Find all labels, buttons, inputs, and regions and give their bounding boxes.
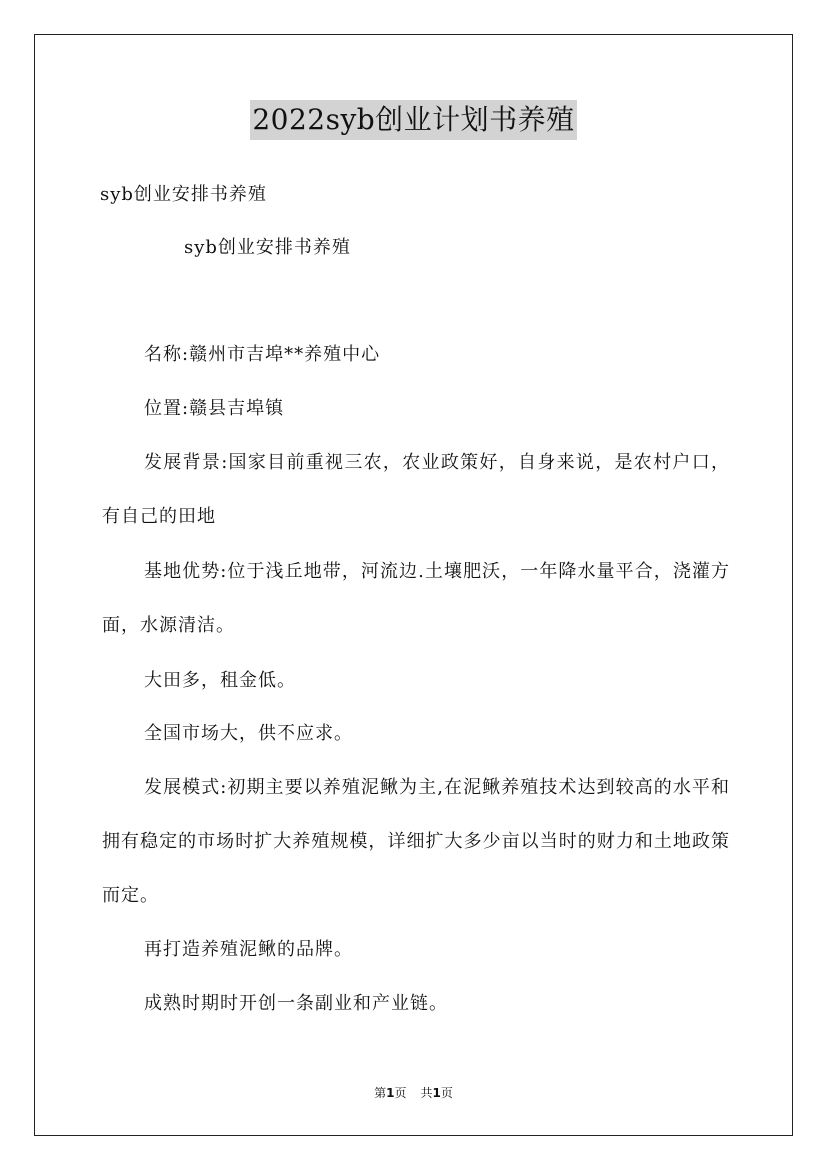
paragraph-name: 名称:赣州市吉埠**养殖中心: [144, 344, 381, 365]
footer-total-prefix: 共: [420, 1086, 433, 1100]
paragraph-brand: 再打造养殖泥鳅的品牌。: [144, 939, 353, 960]
footer-total-suffix: 页: [440, 1086, 453, 1100]
paragraph-advantages: 基地优势:位于浅丘地带，河流边.土壤肥沃，一年降水量平合，浇灌方面，水源清洁。: [102, 561, 730, 636]
footer-total-number: 1: [432, 1086, 441, 1100]
footer-page-prefix: 第: [374, 1086, 387, 1100]
paragraph-development-model: 发展模式:初期主要以养殖泥鳅为主,在泥鳅养殖技术达到较高的水平和拥有稳定的市场时扩大养殖规模，详细扩大多少亩以当时的财力和土地政策而定。: [102, 777, 730, 906]
footer-page-number: 1: [386, 1086, 395, 1100]
paragraph-mature-stage: 成熟时期时开创一条副业和产业链。: [144, 993, 448, 1014]
paragraph-fields: 大田多，租金低。: [144, 670, 296, 691]
subtitle-line-1: syb创业安排书养殖: [100, 184, 267, 205]
page-footer: [0, 1084, 827, 1102]
paragraph-location: 位置:赣县吉埠镇: [144, 398, 285, 419]
document-title: 2022syb创业计划书养殖: [250, 100, 576, 140]
paragraph-background: 发展背景:国家目前重视三农，农业政策好，自身来说，是农村户口，有自己的田地: [102, 452, 730, 527]
title-container: [0, 100, 827, 140]
subtitle-line-2: syb创业安排书养殖: [184, 237, 351, 258]
footer-page-suffix: 页: [394, 1086, 407, 1100]
paragraph-market: 全国市场大，供不应求。: [144, 723, 353, 744]
